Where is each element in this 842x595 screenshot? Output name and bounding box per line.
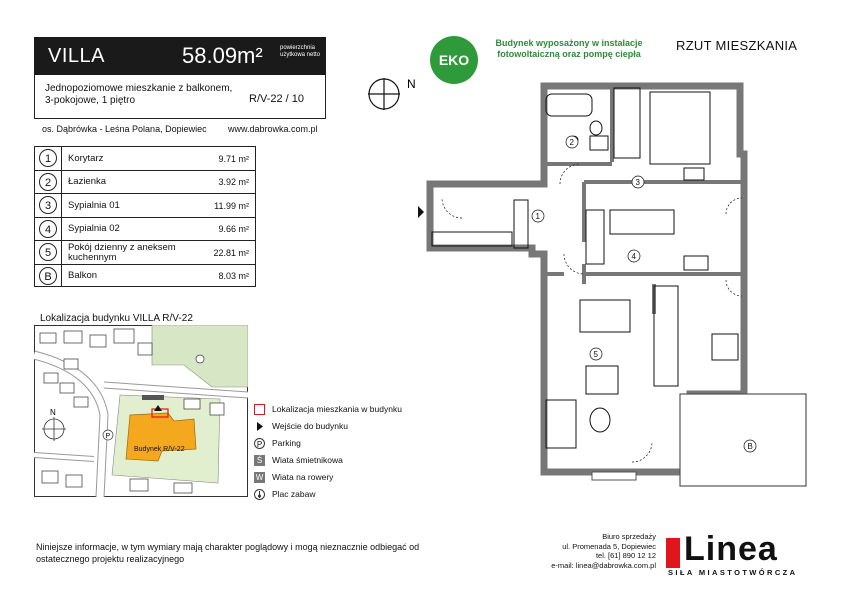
room-number: 2 xyxy=(39,173,57,191)
legend-item xyxy=(252,453,422,469)
room-name: Pokój dzienny z aneksem kuchennym xyxy=(68,241,176,263)
legend-label: Parking xyxy=(272,438,301,448)
project-name: VILLA xyxy=(48,45,105,67)
legend-item xyxy=(252,470,422,486)
location-title: Lokalizacja budynku VILLA R/V-22 xyxy=(40,313,193,324)
room-name: Balkon xyxy=(68,270,98,281)
office-title: Biuro sprzedaży xyxy=(602,532,656,541)
location-map xyxy=(34,325,248,497)
legend-item xyxy=(252,436,422,452)
logo-mark-icon xyxy=(666,538,680,568)
parking-label: P xyxy=(105,433,111,440)
plan-label-5: 5 xyxy=(593,350,598,359)
room-table xyxy=(34,146,256,287)
legend-label: Wejście do budynku xyxy=(272,421,348,431)
plan-label-4: 4 xyxy=(631,252,636,261)
room-number: 3 xyxy=(39,196,57,214)
room-area: 3.92 m² xyxy=(218,177,249,187)
apartment-code: R/V-22 / 10 xyxy=(249,93,305,105)
area-note: powierzchnia użytkowa netto xyxy=(280,45,321,58)
plan-title: RZUT MIESZKANIA xyxy=(676,38,798,53)
address: os. Dąbrówka - Leśna Polana, Dopiewiec xyxy=(42,124,207,134)
plan-label-3: 3 xyxy=(635,178,640,187)
legend-item xyxy=(252,402,422,418)
legend-label: Lokalizacja mieszkania w budynku xyxy=(272,404,402,414)
table-row xyxy=(34,264,256,288)
playground-icon xyxy=(196,355,204,363)
apartment-location-icon xyxy=(254,404,265,415)
logo-tagline: SIŁA MIASTOTWÓRCZA xyxy=(668,568,798,577)
room-name: Sypialnia 02 xyxy=(68,223,120,234)
plan-label-1: 1 xyxy=(535,212,540,221)
website-link[interactable]: www.dabrowka.com.pl xyxy=(228,124,318,134)
eco-badge: EKO xyxy=(430,36,478,84)
description-box xyxy=(34,75,326,119)
room-area: 11.99 m² xyxy=(214,200,249,211)
table-row xyxy=(34,170,256,194)
room-area: 8.03 m² xyxy=(218,271,249,281)
bike-shelter-icon: W xyxy=(255,473,264,482)
table-row xyxy=(34,217,256,241)
room-number: B xyxy=(39,267,57,285)
logo-word: Linea xyxy=(684,530,778,568)
header-box xyxy=(34,37,326,75)
map-north-label: N xyxy=(50,408,56,417)
building-label: Budynek R/V-22 xyxy=(134,446,185,453)
disclaimer: Niniejsze informacje, w tym wymiary mają charakter poglądowy i mogą nieznacznie odbiegać od ostatecznego projektu realizacyjnego xyxy=(36,542,420,564)
table-row xyxy=(34,240,256,264)
waste-shelter-icon: Ś xyxy=(254,455,265,466)
table-row xyxy=(34,146,256,170)
legend-label: Plac zabaw xyxy=(272,489,316,499)
legend-label: Wiata śmietnikowa xyxy=(272,455,343,465)
legend-label: Wiata na rowery xyxy=(272,472,334,482)
parking-icon: P xyxy=(254,438,265,449)
north-label: N xyxy=(407,77,416,91)
entrance-icon xyxy=(254,421,265,432)
office-phone[interactable]: tel. [61] 890 12 12 xyxy=(595,551,656,560)
room-area: 22.81 m² xyxy=(213,247,249,258)
table-row xyxy=(34,193,256,217)
room-number: 5 xyxy=(39,243,57,261)
playground-icon xyxy=(254,489,265,500)
room-name: Łazienka xyxy=(68,176,107,187)
sales-office xyxy=(530,532,656,570)
room-name: Korytarz xyxy=(68,152,104,164)
legend-item xyxy=(252,487,422,503)
plan-label-2: 2 xyxy=(569,138,574,147)
office-email[interactable]: e-mail: linea@dabrowka.com.pl xyxy=(551,560,656,570)
room-area: 9.71 m² xyxy=(218,153,249,164)
apartment-description: Jednopoziomowe mieszkanie z balkonem, 3-pokojowe, 1 piętro xyxy=(45,83,233,106)
entrance-marker xyxy=(418,206,424,218)
plan-label-balcony: B xyxy=(747,442,753,451)
legend-item xyxy=(252,419,422,435)
office-address: ul. Promenada 5, Dopiewiec xyxy=(562,541,656,551)
linea-logo xyxy=(666,530,810,580)
room-name: Sypialnia 01 xyxy=(68,199,120,211)
room-area: 9.66 m² xyxy=(218,224,249,234)
floor-plan xyxy=(414,74,814,494)
apartment-area: 58.09m² xyxy=(182,43,263,68)
eco-description: Budynek wyposażony w instalacje fotowoltaiczną oraz pompę ciepła xyxy=(495,38,643,59)
room-number: 1 xyxy=(39,149,57,167)
room-number: 4 xyxy=(39,220,57,238)
